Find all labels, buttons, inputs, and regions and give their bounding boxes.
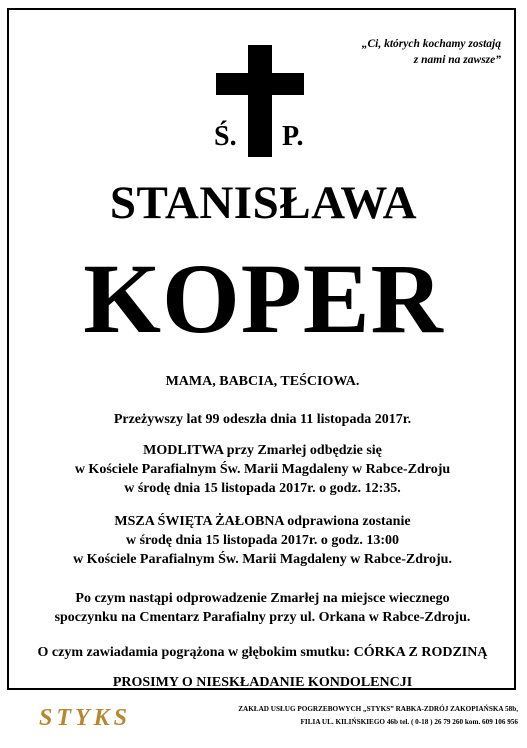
footer-line-2: FILIA UL. KILIŃSKIEGO 46b tel. ( 0-18 ) 26 79 260 kom. 609 106 956	[300, 718, 518, 726]
condolence-request: PROSIMY O NIESKŁADANIE KONDOLENCJI	[112, 675, 413, 690]
prayer-rest: przy Zmarłej odbędzie się	[223, 443, 382, 458]
mass-line-3: w Kościele Parafialnym Św. Marii Magdaleny w Rabce-Zdroju.	[73, 552, 452, 567]
prayer-lead: MODLITWA	[143, 443, 224, 458]
prayer-paragraph	[10, 441, 515, 498]
funeral-home-contact	[150, 703, 518, 729]
family-relations: MAMA, BABCIA, TEŚCIOWA.	[165, 374, 360, 389]
mass-paragraph	[10, 512, 515, 569]
burial-line-1: Po czym nastąpi odprowadzenie Zmarłej na miejsce wiecznego	[75, 591, 450, 606]
prayer-line-2: w Kościele Parafialnym Św. Marii Magdaleny w Rabce-Zdroju	[74, 462, 451, 477]
deceased-first-name: STANISŁAWA	[109, 177, 418, 229]
deceased-last-name: KOPER	[83, 243, 444, 354]
cross-label-right: P.	[282, 121, 304, 152]
burial-paragraph	[10, 589, 515, 627]
mass-rest: odprawiona zostanie	[283, 514, 411, 529]
notice-line: O czym zawiadamia pogrążona w głębokim smutku: CÓRKA Z RODZINĄ	[37, 645, 488, 660]
quote-line-1: „Ci, których kochamy zostają	[361, 38, 501, 50]
age-and-date: Przeżywszy lat 99 odeszła dnia 11 listopada 2017r.	[113, 412, 412, 427]
burial-line-2: spoczynku na Cmentarz Parafialny przy ul. Orkana w Rabce-Zdroju.	[54, 610, 471, 625]
mass-lead: MSZA ŚWIĘTA ŻAŁOBNA	[114, 514, 284, 529]
mass-line-2: w środę dnia 15 listopada 2017r. o godz. 13:00	[125, 533, 400, 548]
cross-label-left: Ś.	[214, 121, 237, 152]
quote-line-2: z nami na zawsze”	[413, 54, 501, 66]
footer-line-1: ZAKŁAD USŁUG POGRZEBOWYCH „STYKS” RABKA-ZDRÓJ ZAKOPIAŃSKA 58b,	[238, 705, 518, 713]
memorial-quote	[311, 36, 501, 68]
styks-logo: STYKS	[38, 705, 132, 731]
funeral-home-footer	[0, 695, 527, 745]
prayer-line-3: w środę dnia 15 listopada 2017r. o godz. 12:35.	[124, 481, 401, 496]
